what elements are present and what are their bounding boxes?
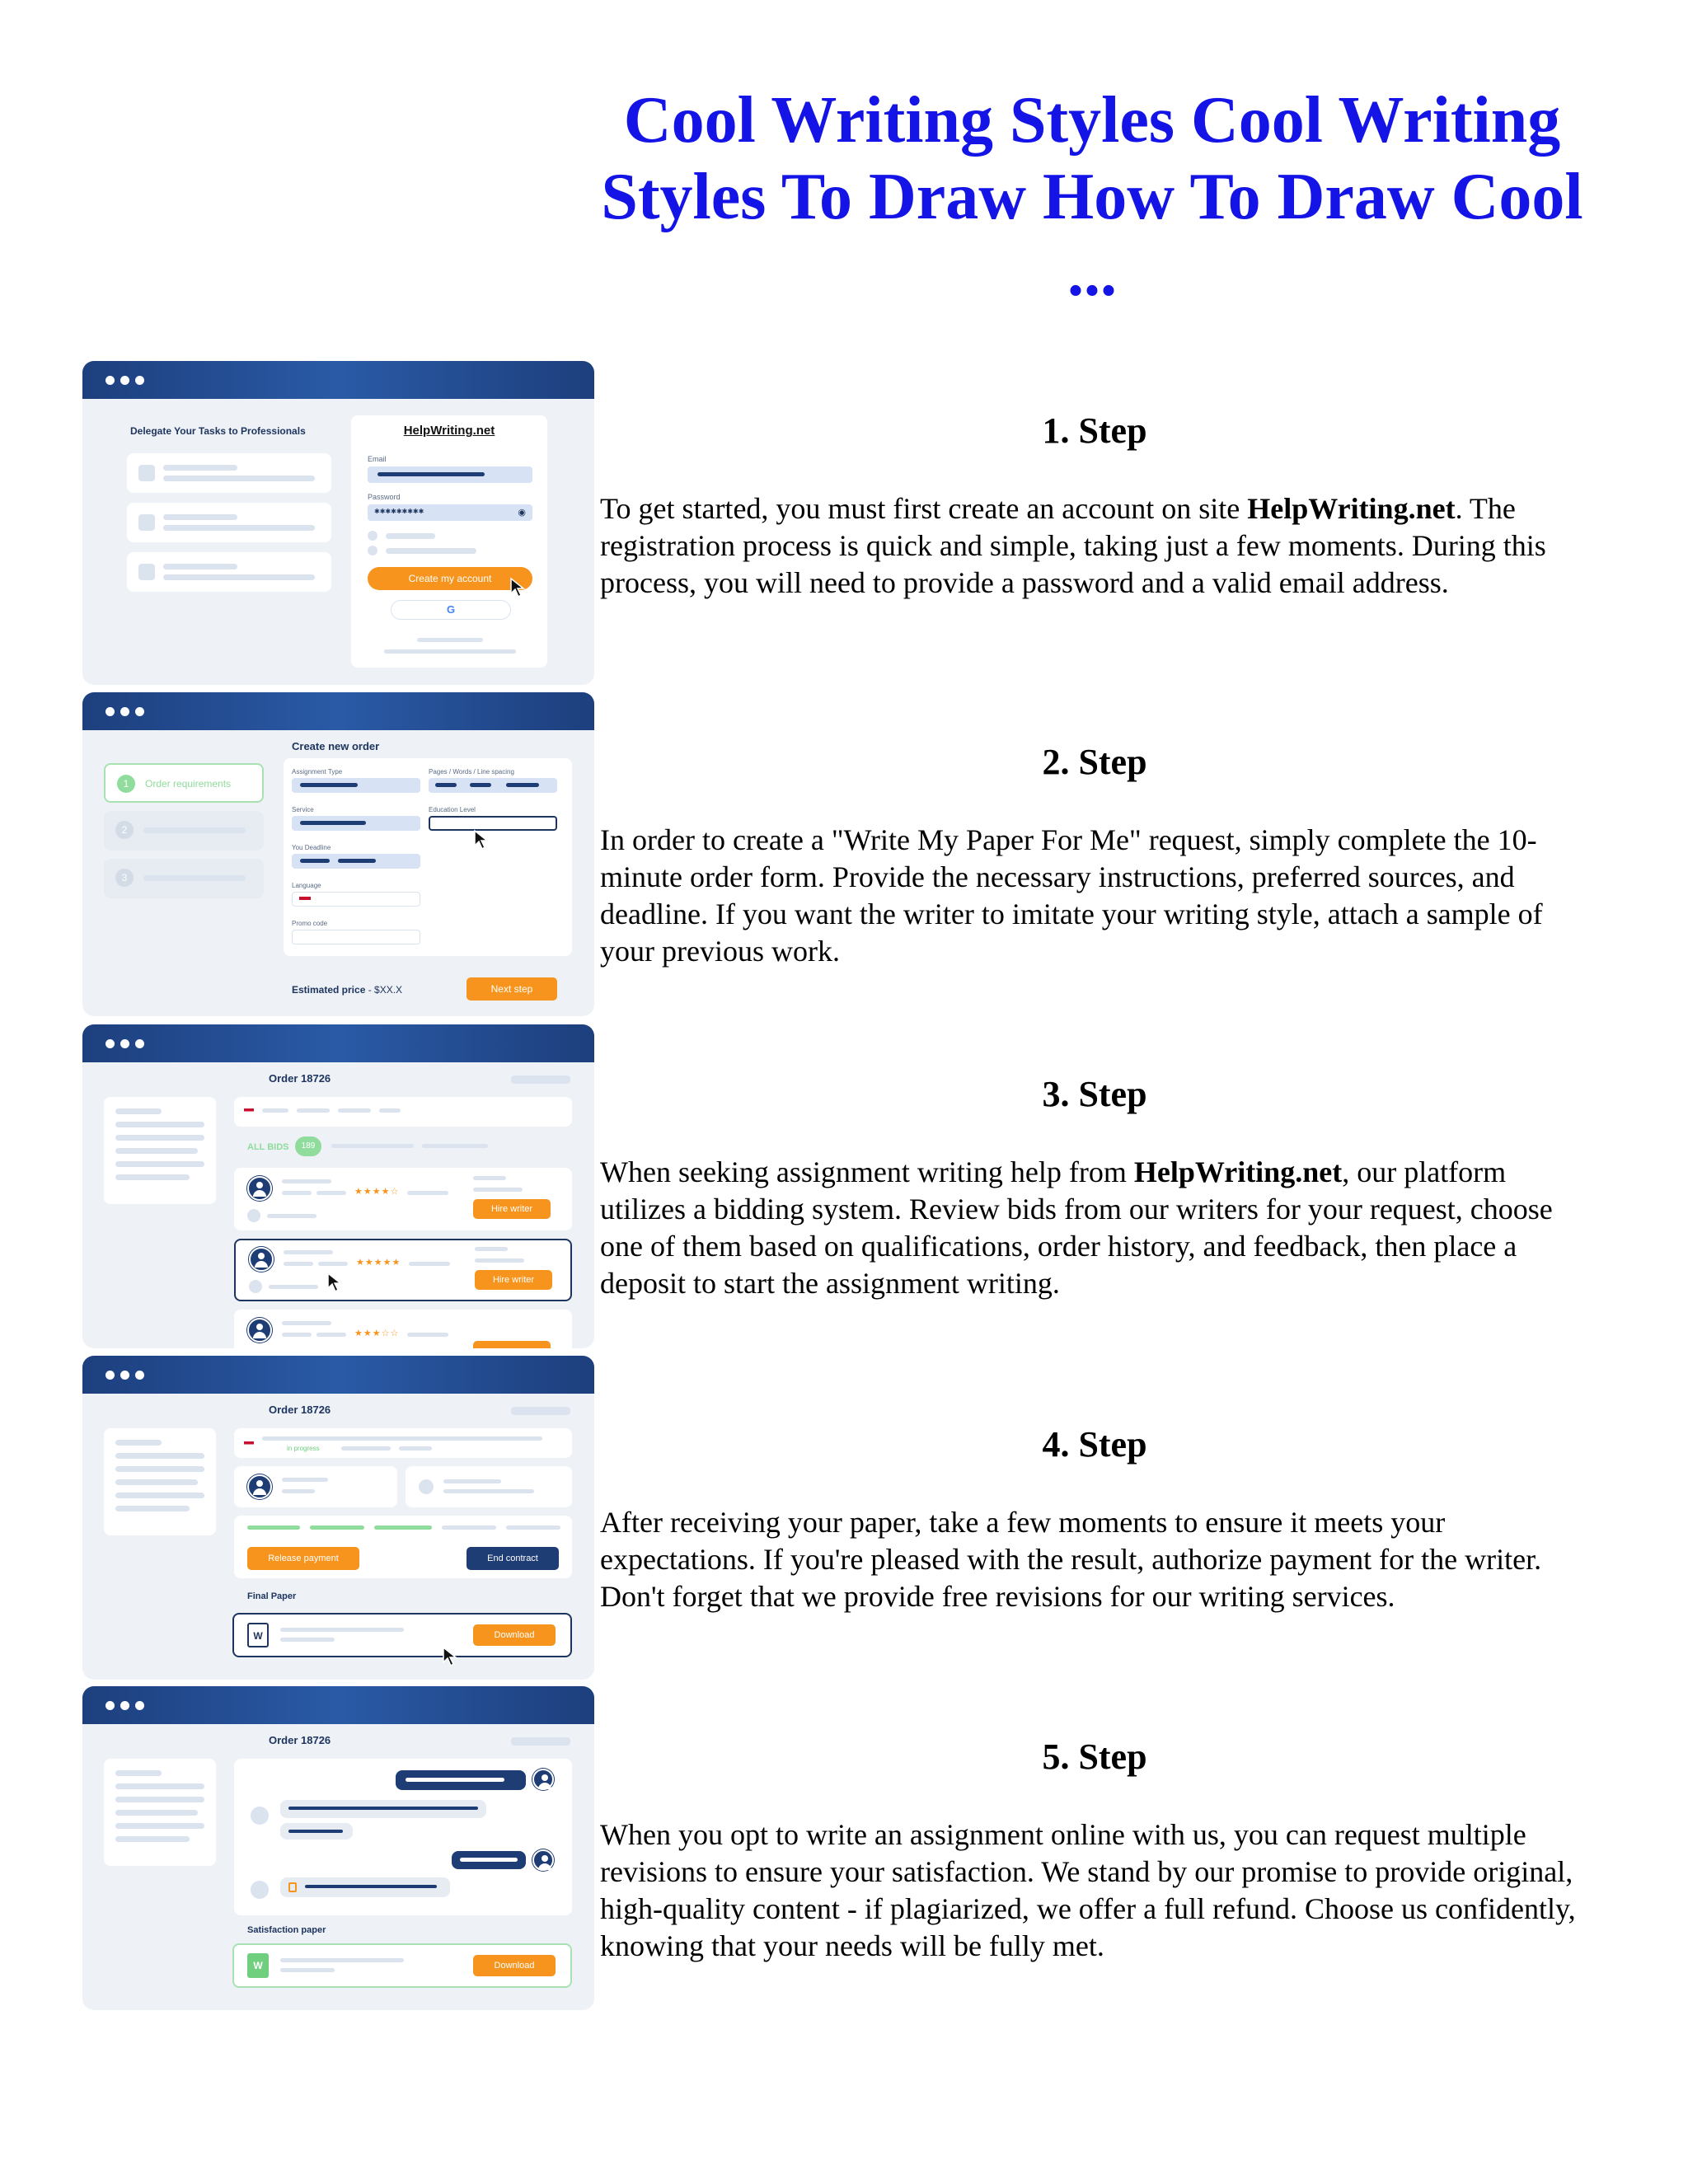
step-heading: 2. Step: [1042, 742, 1147, 782]
bid-card[interactable]: [234, 1168, 572, 1230]
bid-card-selected[interactable]: [234, 1239, 572, 1301]
feature-card: [127, 453, 331, 493]
writer-avatar: [247, 1474, 272, 1499]
deadline-field[interactable]: [292, 854, 420, 869]
bid-card[interactable]: [234, 1310, 572, 1348]
window-dot-icon: [106, 376, 115, 385]
next-step-button[interactable]: Next step: [467, 977, 557, 1001]
cursor-icon: [442, 1646, 460, 1667]
window-titlebar: [82, 1356, 594, 1394]
attachment-icon: [288, 1882, 297, 1892]
window-dot-icon: [120, 1039, 129, 1048]
step-item: 2: [104, 811, 264, 851]
page-title: Cool Writing Styles Cool Writing Styles To Draw How To Draw Cool ...: [601, 84, 1583, 310]
flag-icon: [299, 897, 311, 903]
assignment-type-select[interactable]: [292, 778, 420, 793]
chat-bubble-incoming: [280, 1800, 486, 1818]
bid-count-badge: 189: [295, 1137, 321, 1156]
end-contract-button[interactable]: End contract: [467, 1547, 559, 1570]
window-dot-icon: [135, 1371, 144, 1380]
window-dot-icon: [135, 707, 144, 716]
step-item-order-requirements[interactable]: 1 Order requirements: [104, 763, 264, 803]
chat-bubble-outgoing: [396, 1770, 526, 1790]
step-text: When seeking assignment writing help from HelpWriting.net, our platform utilizes a bidding system. Review bids from our writers for your request, choose one of them based on qualifications, order history, and feedback, then place a deposit to start the assignment writing.: [600, 1155, 1553, 1300]
promo-code-input[interactable]: [292, 930, 420, 944]
screenshot-revisions: [82, 1686, 594, 2010]
brand-name: HelpWriting.net: [1247, 492, 1456, 525]
step-text: In order to create a "Write My Paper For Me" request, simply complete the 10-minute order form. Provide the necessary instructions, preferred sources, and deadline. If you want the writer to imitate your writing style, attach a sample of your previous work.: [600, 823, 1543, 968]
step-text: When you opt to write an assignment online with us, you can request multiple revisions to ensure your satisfaction. We stand by our promise to provide original, high-quality content - if plagiarized, we offer a full refund. Choose us confidently, knowing that your needs will be fully met.: [600, 1818, 1576, 1962]
screenshot-signup: [82, 361, 594, 685]
language-select[interactable]: [292, 892, 420, 907]
writer-avatar: [247, 1176, 272, 1201]
chat-bubble-incoming: [280, 1823, 353, 1840]
window-titlebar: [82, 1686, 594, 1724]
satisfaction-paper-label: Satisfaction paper: [247, 1925, 326, 1935]
cursor-icon: [509, 577, 528, 598]
order-number: Order 18726: [269, 1734, 331, 1746]
step-2: [600, 741, 1589, 970]
download-button[interactable]: Download: [473, 1955, 556, 1976]
flag-icon: [244, 1108, 254, 1114]
final-paper-label: Final Paper: [247, 1591, 297, 1601]
writer-card: [234, 1466, 397, 1507]
step-heading: 4. Step: [1042, 1424, 1147, 1465]
education-level-select[interactable]: [429, 816, 557, 831]
hire-writer-button[interactable]: Hire writer: [475, 1270, 552, 1290]
brand-logo: HelpWriting.net: [403, 424, 495, 438]
document-icon: W: [247, 1623, 269, 1647]
window-dot-icon: [120, 1701, 129, 1710]
hire-writer-button[interactable]: Hire writer: [473, 1199, 551, 1219]
window-dot-icon: [106, 1371, 115, 1380]
writer-avatar: [249, 1247, 274, 1272]
window-titlebar: [82, 361, 594, 399]
flag-icon: [244, 1441, 254, 1447]
window-dot-icon: [106, 1701, 115, 1710]
document-icon: W: [247, 1953, 269, 1978]
sidebar-card: [104, 1428, 216, 1535]
window-titlebar: [82, 1024, 594, 1062]
password-field[interactable]: ✱✱✱✱✱✱✱✱✱ ◉: [368, 504, 532, 521]
hire-writer-button[interactable]: [473, 1341, 551, 1348]
brand-name: HelpWriting.net: [1133, 1155, 1343, 1188]
service-select[interactable]: [292, 816, 420, 831]
create-account-button[interactable]: Create my account: [368, 567, 532, 590]
writer-card: [406, 1466, 572, 1507]
window-dot-icon: [120, 707, 129, 716]
rating-stars: ★★★☆☆: [354, 1329, 400, 1338]
feature-card: [127, 503, 331, 542]
status-badge: in progress: [287, 1445, 320, 1452]
writer-avatar: [247, 1318, 272, 1343]
step-text: To get started, you must first create an account on site HelpWriting.net. The registration process is quick and simple, taking just a few moments. During this process, you will need to provide a password and a valid email address.: [600, 492, 1546, 599]
download-button[interactable]: Download: [473, 1624, 556, 1646]
window-dot-icon: [120, 1371, 129, 1380]
step-item: 3: [104, 859, 264, 898]
final-paper-file[interactable]: [232, 1613, 572, 1657]
signup-form: HelpWriting.net Email Password ✱✱✱✱✱✱✱✱✱ ◉ Create my account G: [351, 415, 547, 668]
window-dot-icon: [135, 1039, 144, 1048]
feature-card: [127, 552, 331, 592]
order-summary: [234, 1428, 572, 1458]
window-titlebar: [82, 692, 594, 730]
step-heading: 5. Step: [1042, 1736, 1147, 1777]
window-dot-icon: [106, 1039, 115, 1048]
rating-stars: ★★★★★: [356, 1258, 401, 1268]
window-dot-icon: [120, 376, 129, 385]
step-text: After receiving your paper, take a few moments to ensure it meets your expectations. If you're pleased with the result, authorize payment for the writer. Don't forget that we provide free revisions for our writing services.: [600, 1506, 1542, 1613]
cursor-icon: [326, 1272, 345, 1293]
order-form: Assignment Type Pages / Words / Line spacing Service Education Level You Deadline Language Promo code: [284, 758, 572, 956]
window-dot-icon: [135, 376, 144, 385]
chat-bubble-outgoing: [452, 1851, 526, 1869]
step-heading: 1. Step: [1042, 410, 1147, 451]
chat-window: [234, 1759, 572, 1915]
sidebar-card: [104, 1097, 216, 1204]
order-summary: [234, 1097, 572, 1127]
step-3: [600, 1073, 1589, 1302]
order-number: Order 18726: [269, 1072, 331, 1085]
screenshot-order-form: [82, 692, 594, 1016]
google-button[interactable]: [391, 600, 511, 620]
user-avatar: [532, 1769, 554, 1790]
screenshot-final-paper: [82, 1356, 594, 1680]
window-dot-icon: [106, 707, 115, 716]
screenshot-bids: [82, 1024, 594, 1348]
google-icon: G: [446, 603, 456, 616]
pages-field[interactable]: [429, 778, 557, 793]
step-4: [600, 1423, 1589, 1615]
email-field[interactable]: [368, 466, 532, 483]
chat-bubble-incoming: [280, 1877, 450, 1897]
all-bids-label: ALL BIDS: [247, 1142, 289, 1152]
cursor-icon: [473, 829, 491, 851]
step-heading: 3. Step: [1042, 1074, 1147, 1114]
step-1: [600, 410, 1589, 602]
order-number: Order 18726: [269, 1404, 331, 1416]
delegate-heading: Delegate Your Tasks to Professionals: [130, 425, 306, 437]
satisfaction-paper-file[interactable]: [232, 1943, 572, 1988]
rating-stars: ★★★★☆: [354, 1187, 400, 1197]
progress-card: [234, 1516, 572, 1578]
user-avatar: [532, 1849, 554, 1871]
estimated-price: Estimated price - $XX.X: [292, 984, 403, 996]
create-order-heading: Create new order: [292, 740, 380, 752]
release-payment-button[interactable]: Release payment: [247, 1547, 359, 1570]
window-dot-icon: [135, 1701, 144, 1710]
step-5: [600, 1736, 1589, 1965]
eye-icon[interactable]: ◉: [518, 508, 526, 518]
sidebar-card: [104, 1759, 216, 1866]
